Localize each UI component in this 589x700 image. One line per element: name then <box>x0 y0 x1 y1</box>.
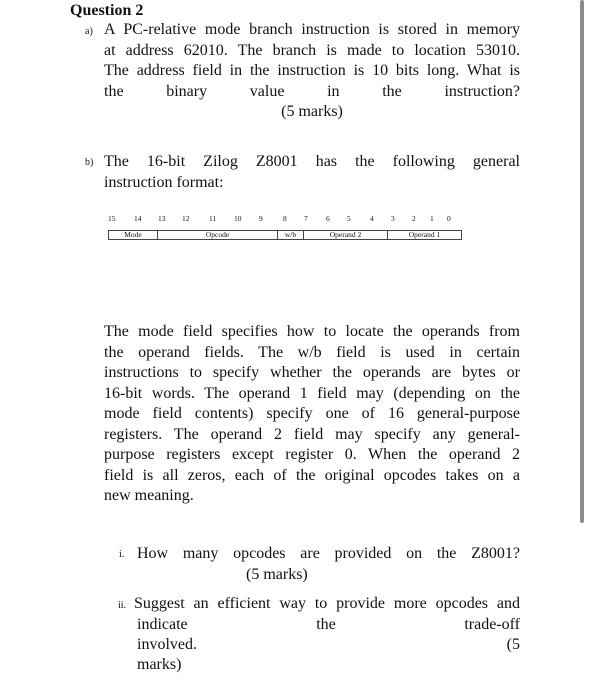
bit-6: 6 <box>326 214 330 223</box>
bit-4: 4 <box>370 214 374 223</box>
part-a-line-1: A PC-relative mode branch instruction is stored in memory <box>104 21 520 38</box>
sub-ii-line-3: involved. (5 <box>137 636 520 653</box>
part-a-line-4: the binary value in the instruction? <box>104 82 520 100</box>
sub-ii-marker: ii. <box>118 600 127 611</box>
desc-line-5: mode field contents) specify one of 16 general-purpose <box>104 405 520 422</box>
desc-line-1: The mode field specifies how to locate the operands from <box>104 323 520 340</box>
sub-i-question: How many opcodes are provided on the Z8001? <box>137 545 520 562</box>
sub-ii-line-2: indicate the trade-off <box>137 616 520 633</box>
part-a-line-3: The address field in the instruction is 10 bits long. What is <box>104 62 520 79</box>
part-b-line-1: The 16-bit Zilog Z8001 has the following general <box>104 153 520 170</box>
part-a-marker: a) <box>85 26 93 37</box>
field-opcode: Opcode <box>157 230 278 240</box>
bit-15: 15 <box>108 214 116 223</box>
sub-i-marks: (5 marks) <box>246 566 308 583</box>
desc-line-7: purpose registers except register 0. When the operand 2 <box>104 446 520 463</box>
bit-14: 14 <box>134 214 142 223</box>
sub-ii-line-4: marks) <box>137 656 182 673</box>
desc-line-2: the operand fields. The w/b field is used in certain <box>104 343 520 361</box>
sub-ii-line-1: Suggest an efficient way to provide more opcodes and <box>134 595 520 612</box>
bit-12: 12 <box>182 214 190 223</box>
vertical-scrollbar[interactable] <box>580 0 584 523</box>
bit-3: 3 <box>391 214 395 223</box>
sub-i-marker: i. <box>119 549 125 560</box>
bit-7: 7 <box>304 214 308 223</box>
bit-9: 9 <box>259 214 263 223</box>
desc-line-9: new meaning. <box>104 487 194 504</box>
desc-line-6: registers. The operand 2 field may specify any general- <box>104 425 520 443</box>
part-b-marker: b) <box>85 157 94 168</box>
part-b-line-2: instruction format: <box>104 173 224 191</box>
part-b-description <box>104 322 520 507</box>
bit-11: 11 <box>209 214 217 223</box>
field-operand-1: Operand 1 <box>387 230 462 240</box>
field-mode: Mode <box>108 230 158 240</box>
bit-0: 0 <box>447 214 451 223</box>
desc-line-8: field is all zeros, each of the original opcodes takes on a <box>104 466 520 484</box>
field-operand-2: Operand 2 <box>303 230 388 240</box>
part-b-intro <box>104 152 520 193</box>
field-wb: w/b <box>277 230 304 240</box>
bit-13: 13 <box>158 214 166 223</box>
bit-2: 2 <box>412 214 416 223</box>
part-a-line-2: at address 62010. The branch is made to location 53010. <box>104 41 520 59</box>
bit-5: 5 <box>347 214 351 223</box>
part-a-marks: (5 marks) <box>281 103 343 120</box>
bit-1: 1 <box>430 214 434 223</box>
part-a-text <box>104 20 520 102</box>
bit-8: 8 <box>283 214 287 223</box>
bit-10: 10 <box>234 214 242 223</box>
instruction-format-diagram <box>108 212 464 272</box>
desc-line-4: 16-bit words. The operand 1 field may (depending on the <box>104 384 520 402</box>
desc-line-3: instructions to specify whether the operands are bytes or <box>104 364 520 381</box>
question-title: Question 2 <box>70 2 144 19</box>
